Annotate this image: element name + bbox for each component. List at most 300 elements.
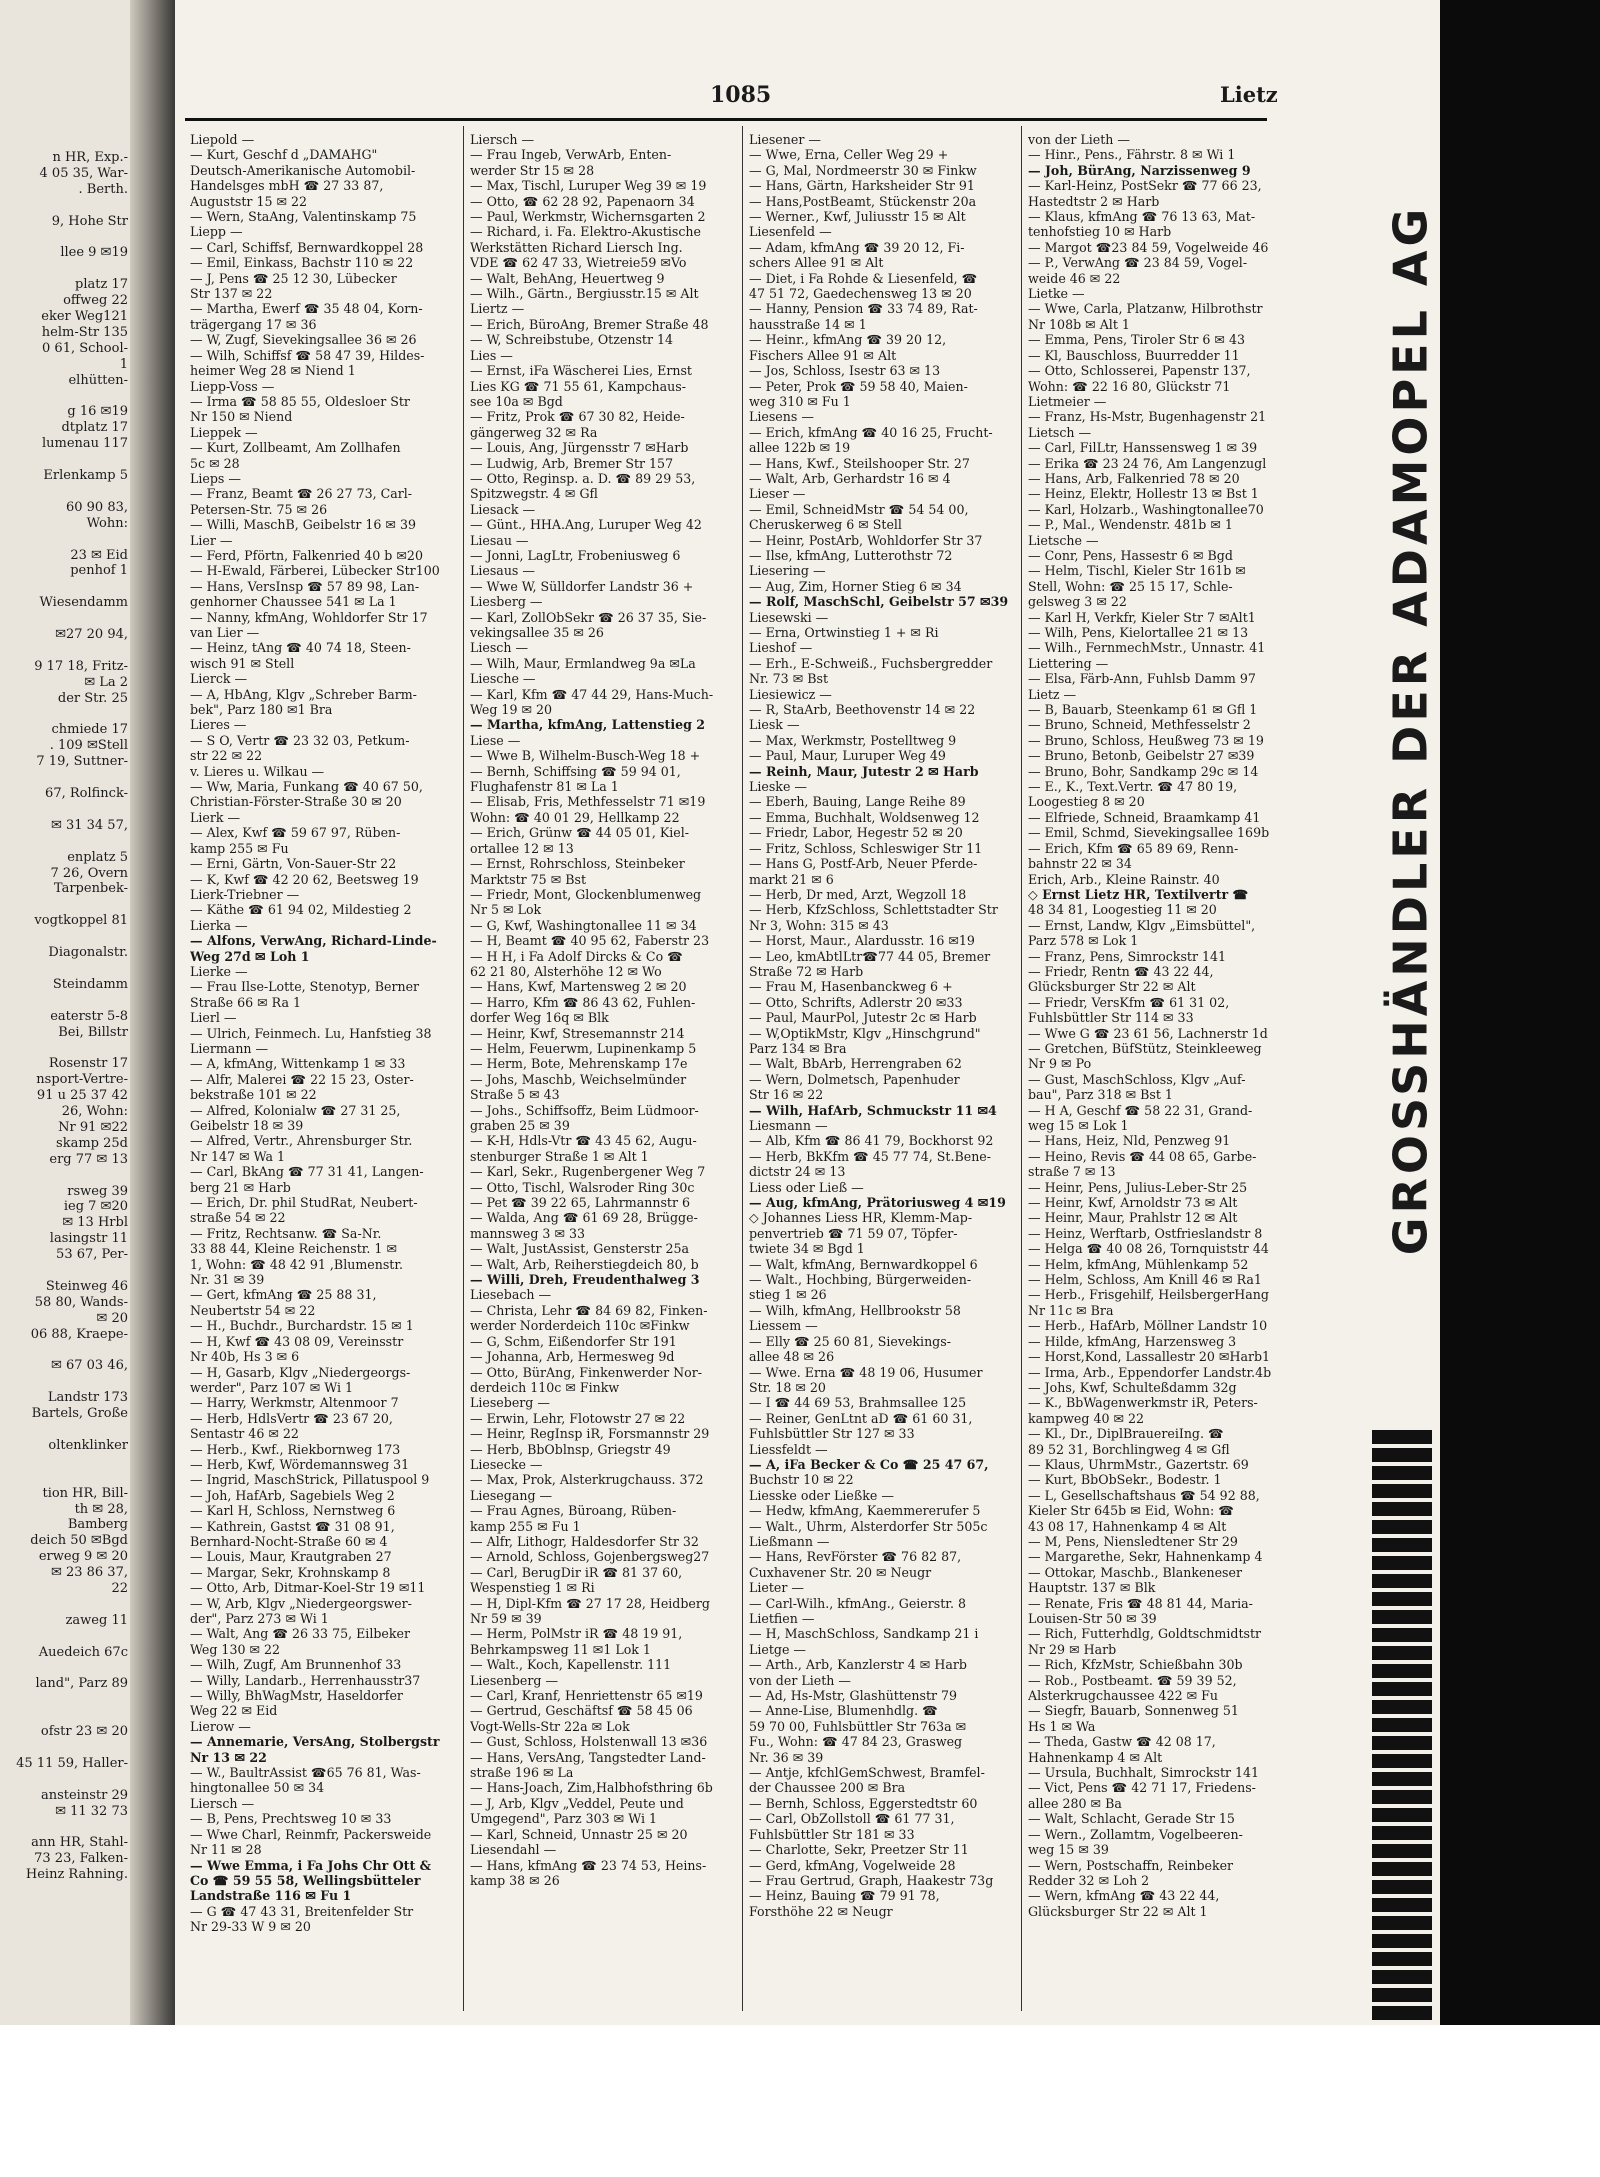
directory-entry: — Karl H, Schloss, Nernstweg 6 (190, 1503, 396, 1519)
directory-column-1 (190, 132, 450, 2012)
surname-heading: Ließmann — (749, 1533, 830, 1549)
surname-heading: Lier — (190, 532, 233, 548)
directory-entry: — Walt., Hochbing, Bürgerweiden- (749, 1272, 972, 1288)
directory-entry: — Heinr, Kwf, Arnoldstr 73 ✉ Alt (1028, 1195, 1238, 1211)
directory-entry: — Hans, Arb, Falkenried 78 ✉ 20 (1028, 470, 1240, 486)
surname-heading: Liepold — (190, 132, 255, 147)
surname-heading: Liesmann — (749, 1118, 828, 1133)
facing-page-line: Steinweg 46 (45, 1278, 128, 1294)
directory-entry: straße 7 ✉ 13 (1028, 1164, 1116, 1180)
directory-entry: — Louis, Maur, Krautgraben 27 (190, 1549, 392, 1565)
directory-entry: — H, Beamt ☎ 40 95 62, Faberstr 23 (470, 933, 710, 949)
directory-entry: weg 310 ✉ Fu 1 (749, 393, 851, 409)
directory-entry: kamp 255 ✉ Fu 1 (470, 1518, 581, 1534)
directory-entry: Wohn: ☎ 40 01 29, Hellkamp 22 (470, 809, 680, 825)
directory-entry: Nr. 36 ✉ 39 (749, 1749, 824, 1765)
directory-entry: — Helm, Schloss, Am Knill 46 ✉ Ra1 (1028, 1272, 1262, 1288)
directory-entry: — Heinr, Kwf, Stresemannstr 214 (470, 1025, 685, 1041)
directory-entry: Christian-Förster-Straße 30 ✉ 20 (190, 794, 402, 810)
facing-page-line: ✉ 23 86 37, (50, 1565, 128, 1581)
directory-entry: — Johs., Schiffsoffz, Beim Lüdmoor- (470, 1102, 699, 1118)
directory-entry: Fischers Allee 91 ✉ Alt (749, 347, 897, 363)
directory-entry: — Joh, BürAng, Narzissenweg 9 (1028, 162, 1251, 178)
directory-entry: schers Allee 91 ✉ Alt (749, 255, 884, 271)
facing-page-line: g 16 ✉19 (67, 404, 128, 420)
directory-entry: — Adam, kfmAng ☎ 39 20 12, Fi- (749, 239, 965, 255)
directory-entry: — Elfriede, Schneid, Braamkamp 41 (1028, 809, 1261, 825)
directory-entry: — Erni, Gärtn, Von-Sauer-Str 22 (190, 856, 397, 872)
directory-entry: Parz 134 ✉ Bra (749, 1040, 847, 1056)
directory-entry: Vogt-Wells-Str 22a ✉ Lok (470, 1718, 630, 1734)
directory-entry: — Wilh., Gärtn., Bergiusstr.15 ✉ Alt (470, 286, 699, 302)
surname-heading: Liessem — (749, 1318, 818, 1334)
directory-entry: — Theda, Gastw ☎ 42 08 17, (1028, 1734, 1216, 1750)
directory-entry: — Otto, Tischl, Walsroder Ring 30c (470, 1179, 695, 1195)
directory-entry: — H, Kwf ☎ 43 08 09, Vereinsstr (190, 1333, 404, 1349)
directory-entry: — Wwe, Carla, Platzanw, Hilbrothstr (1028, 301, 1263, 317)
directory-entry: — P., VerwAng ☎ 23 84 59, Vogel- (1028, 255, 1248, 271)
column-divider (742, 126, 743, 2011)
directory-entry: — W., BaultrAssist ☎65 76 81, Was- (190, 1765, 421, 1781)
directory-entry: — M, Pens, Niensledtener Str 29 (1028, 1533, 1238, 1549)
directory-entry: — Emil, SchneidMstr ☎ 54 54 00, (749, 501, 969, 517)
facing-page-line: offweg 22 (63, 293, 128, 309)
directory-column-3 (749, 132, 1009, 2012)
facing-page-line: 4 05 35, War- (39, 165, 128, 181)
directory-entry: — K., BbWagenwerkmstr iR, Peters- (1028, 1395, 1258, 1411)
directory-entry: — Charlotte, Sekr, Preetzer Str 11 (749, 1842, 969, 1858)
facing-page-line: enplatz 5 (67, 849, 128, 865)
directory-entry: — Friedr, Rentn ☎ 43 22 44, (1028, 963, 1214, 979)
directory-entry: — Walt, JustAssist, Gensterstr 25a (470, 1241, 690, 1257)
facing-page-line: 7 26, Overn (50, 865, 128, 881)
facing-page-line: . 109 ✉Stell (49, 738, 128, 754)
surname-heading: van Lier — (190, 625, 260, 640)
directory-entry: — Friedr, VersKfm ☎ 61 31 02, (1028, 994, 1230, 1010)
facing-page-line: lasingstr 11 (49, 1231, 128, 1247)
directory-entry: — Hinr., Pens., Fährstr. 8 ✉ Wi 1 (1028, 147, 1236, 163)
directory-entry: — B, Bauarb, Steenkamp 61 ✉ Gfl 1 (1028, 702, 1258, 718)
directory-entry: Auguststr 15 ✉ 22 (190, 193, 308, 209)
facing-page-line: ✉ 13 Hrbl (62, 1215, 128, 1231)
directory-entry: — Herm, PolMstr iR ☎ 48 19 91, (470, 1626, 683, 1642)
directory-entry: — Bruno, Schneid, Methfesselstr 2 (1028, 717, 1251, 733)
spine-advert-text: GROSSHÄNDLER DER ADAMOPEL AG (1383, 204, 1437, 1256)
facing-page-line: tion HR, Bill- (42, 1485, 128, 1501)
surname-heading: Lietmeier — (1028, 393, 1107, 409)
directory-entry: — Erna, Ortwinstieg 1 + ✉ Ri (749, 625, 939, 640)
directory-entry: — Alfred, Vertr., Ahrensburger Str. (190, 1133, 413, 1149)
directory-entry: wisch 91 ✉ Stell (190, 655, 295, 671)
directory-entry: — Irma ☎ 58 85 55, Oldesloer Str (190, 393, 410, 409)
surname-heading: Liersch — (470, 132, 535, 147)
directory-entry: Nr 13 ✉ 22 (190, 1749, 267, 1765)
surname-heading: Liesch — (470, 640, 529, 656)
directory-entry: — Arth., Arb, Kanzlerstr 4 ✉ Harb (749, 1657, 967, 1673)
directory-entry: — H, Dipl-Kfm ☎ 27 17 28, Heidberg (470, 1595, 710, 1611)
directory-entry: — B, Pens, Prechtsweg 10 ✉ 33 (190, 1811, 392, 1827)
directory-entry: — Elisab, Fris, Methfesselstr 71 ✉19 (470, 794, 706, 810)
directory-column-2 (470, 132, 730, 2012)
directory-entry: — Ernst, Landw, Klgv „Eimsbüttel", (1028, 917, 1256, 933)
directory-entry: — Frau Ingeb, VerwArb, Enten- (470, 147, 672, 163)
directory-entry: Cuxhavener Str. 20 ✉ Neugr (749, 1564, 932, 1580)
directory-entry: — Leo, kmAbtlLtr☎77 44 05, Bremer (749, 948, 991, 964)
surname-heading: Liesens — (749, 409, 814, 425)
directory-entry: Nr 29-33 W 9 ✉ 20 (190, 1919, 311, 1935)
directory-entry: — Käthe ☎ 61 94 02, Mildestieg 2 (190, 902, 412, 918)
directory-entry: 62 21 80, Alsterhöhe 12 ✉ Wo (470, 963, 662, 979)
directory-entry: Louisen-Str 50 ✉ 39 (1028, 1611, 1157, 1626)
directory-entry: — Herb., Frisgehilf, HeilsbergerHang (1028, 1287, 1269, 1303)
directory-entry: dorfer Weg 16q ✉ Blk (470, 1010, 609, 1026)
directory-entry: — Wwe, Erna, Celler Weg 29 + (749, 147, 949, 163)
directory-entry: — L, Gesellschaftshaus ☎ 54 92 88, (1028, 1487, 1260, 1503)
directory-entry: — Carl, Schiffsf, Bernwardkoppel 28 (190, 239, 424, 255)
facing-page-line: Rosenstr 17 (48, 1056, 128, 1072)
directory-entry: — Peter, Prok ☎ 59 58 40, Maien- (749, 378, 968, 394)
facing-page-line: 53 67, Per- (56, 1247, 128, 1263)
directory-entry: kamp 38 ✉ 26 (470, 1872, 560, 1888)
directory-entry: — Elly ☎ 25 60 81, Sievekings- (749, 1333, 951, 1349)
surname-heading: von der Lieth — (1028, 132, 1130, 147)
directory-entry: — Vict, Pens ☎ 42 71 17, Friedens- (1028, 1780, 1256, 1796)
surname-heading: Liepp-Voss — (190, 378, 275, 394)
directory-entry: str 22 ✉ 22 (190, 748, 263, 764)
directory-entry: Sentastr 46 ✉ 22 (190, 1426, 299, 1442)
directory-entry: — Willi, Dreh, Freudenthalweg 3 (470, 1272, 700, 1288)
surname-heading: Liesau — (470, 532, 529, 548)
facing-page-line: ✉ 67 03 46, (50, 1358, 128, 1374)
directory-entry: Nr 11 ✉ 28 (190, 1842, 262, 1858)
surname-heading: Liesecke — (470, 1456, 543, 1472)
directory-entry: Forsthöhe 22 ✉ Neugr (749, 1903, 893, 1919)
facing-page-line: n HR, Exp.- (52, 150, 128, 165)
directory-entry: — Rob., Postbeamt. ☎ 59 39 52, (1028, 1672, 1237, 1688)
directory-column-4 (1028, 132, 1288, 2012)
surname-heading: Liesegang — (470, 1487, 553, 1503)
directory-entry: — Karl, ZollObSekr ☎ 26 37 35, Sie- (470, 609, 707, 625)
directory-entry: Fuhlsbüttler Str 127 ✉ 33 (749, 1426, 915, 1442)
directory-entry: — Bernh, Schloss, Eggerstedtstr 60 (749, 1795, 978, 1811)
directory-entry: — Carl, FilLtr, Hanssensweg 1 ✉ 39 (1028, 440, 1258, 456)
facing-page-line: 26, Wohn: (61, 1104, 128, 1119)
directory-entry: — Günt., HHA.Ang, Luruper Weg 42 (470, 517, 702, 533)
directory-entry: — Hans, Heiz, Nld, Penzweg 91 (1028, 1133, 1231, 1149)
directory-entry: Glücksburger Str 22 ✉ Alt (1028, 979, 1196, 995)
directory-entry: — Walt, BbArb, Herrengraben 62 (749, 1056, 962, 1072)
directory-entry: weg 15 ✉ Lok 1 (1028, 1118, 1129, 1133)
directory-entry: — Antje, kfchlGemSchwest, Bramfel- (749, 1765, 985, 1781)
directory-entry: 59 70 00, Fuhlsbüttler Str 763a ✉ (749, 1718, 967, 1734)
directory-entry: — Martha, Ewerf ☎ 35 48 04, Korn- (190, 301, 423, 317)
directory-entry: Weg 130 ✉ 22 (190, 1641, 281, 1657)
surname-heading: Lieske — (749, 779, 807, 795)
facing-page-line: ✉ 11 32 73 (55, 1803, 128, 1819)
directory-entry: — Ursula, Buchhalt, Simrockstr 141 (1028, 1765, 1260, 1781)
directory-entry: Fuhlsbüttler Str 114 ✉ 33 (1028, 1010, 1194, 1026)
directory-entry: allee 48 ✉ 26 (749, 1349, 835, 1365)
directory-entry: — I ☎ 44 69 53, Brahmsallee 125 (749, 1395, 967, 1411)
directory-entry: — Wern., Zollamtm, Vogelbeeren- (1028, 1826, 1243, 1842)
surname-heading: v. Lieres u. Wilkau — (190, 763, 325, 779)
facing-page-line: eker Weg121 (41, 309, 128, 324)
directory-entry: — Ulrich, Feinmech. Lu, Hanfstieg 38 (190, 1025, 432, 1041)
facing-page-line: ✉ 31 34 57, (50, 817, 128, 833)
surname-heading: Liettering — (1028, 655, 1109, 671)
directory-entry: — Walt, Schlacht, Gerade Str 15 (1028, 1811, 1235, 1827)
directory-entry: — Johs, Maschb, Weichselmünder (470, 1071, 687, 1087)
directory-entry: — Nanny, kfmAng, Wohldorfer Str 17 (190, 609, 428, 625)
directory-entry: — Erich, BüroAng, Bremer Straße 48 (470, 316, 709, 332)
directory-entry: — Aug, Zim, Horner Stieg 6 ✉ 34 (749, 578, 962, 594)
facing-page-line: ofstr 23 ✉ 20 (40, 1724, 128, 1740)
directory-entry: — Paul, MaurPol, Jutestr 2c ✉ Harb (749, 1010, 977, 1026)
facing-page-line: platz 17 (75, 277, 128, 293)
directory-entry: gelsweg 3 ✉ 22 (1028, 594, 1127, 610)
directory-entry: — Wilh, HafArb, Schmuckstr 11 ✉4 (749, 1102, 997, 1118)
directory-entry: — Wilh., FernmechMstr., Unnastr. 41 (1028, 640, 1266, 656)
directory-entry: — Herb, Kwf, Wördemannsweg 31 (190, 1456, 410, 1472)
directory-entry: kampweg 40 ✉ 22 (1028, 1410, 1145, 1426)
surname-heading: Liess oder Ließ — (749, 1179, 864, 1195)
column-divider (1021, 126, 1022, 2011)
directory-entry: — Hans, Kwf, Martensweg 2 ✉ 20 (470, 979, 687, 995)
surname-heading: Lierk — (190, 809, 241, 825)
facing-page-line: 67, Rolfinck- (45, 786, 128, 801)
directory-entry: — Reiner, GenLtnt aD ☎ 61 60 31, (749, 1410, 973, 1426)
facing-page-line: Erlenkamp 5 (43, 468, 128, 483)
directory-entry: — Carl-Wilh., kfmAng., Geierstr. 8 (749, 1595, 966, 1611)
directory-entry: Straße 5 ✉ 43 (470, 1087, 560, 1103)
directory-entry: — Gretchen, BüfStütz, Steinkleeweg (1028, 1040, 1262, 1056)
directory-entry: Stell, Wohn: ☎ 25 15 17, Schle- (1028, 578, 1233, 594)
directory-entry: hausstraße 14 ✉ 1 (749, 316, 867, 332)
directory-entry: — Hans, kfmAng ☎ 23 74 53, Heins- (470, 1857, 707, 1873)
directory-entry: — W,OptikMstr, Klgv „Hinschgrund" (749, 1025, 981, 1041)
directory-entry: — Emil, Einkass, Bachstr 110 ✉ 22 (190, 255, 414, 271)
directory-entry: — Wilh, Maur, Ermlandweg 9a ✉La (470, 655, 696, 671)
directory-entry: — Willy, Landarb., Herrenhausstr37 (190, 1672, 421, 1688)
facing-page-strip (0, 0, 150, 2025)
page-number: 1085 (710, 82, 772, 108)
directory-entry: Fu., Wohn: ☎ 47 84 23, Grasweg (749, 1734, 963, 1750)
directory-entry: — W, Arb, Klgv „Niedergeorgswer- (190, 1595, 412, 1611)
directory-entry: — Renate, Fris ☎ 48 81 44, Maria- (1028, 1595, 1253, 1611)
facing-page-line: 9, Hohe Str (51, 213, 128, 229)
directory-entry: — Heino, Revis ☎ 44 08 65, Garbe- (1028, 1148, 1257, 1164)
directory-entry: — Franz, Pens, Simrockstr 141 (1028, 948, 1227, 964)
facing-page-line: skamp 25d (56, 1135, 128, 1151)
directory-entry: straße 54 ✉ 22 (190, 1210, 286, 1226)
facing-page-line: 1 (119, 356, 128, 372)
directory-entry: — Arnold, Schloss, Gojenbergsweg27 (470, 1549, 710, 1565)
facing-page-line: 22 (111, 1581, 128, 1596)
directory-entry: — Bruno, Bohr, Sandkamp 29c ✉ 14 (1028, 763, 1259, 779)
directory-entry: — Frau Gertrud, Graph, Haakestr 73g (749, 1872, 994, 1888)
directory-entry: — Wern, kfmAng ☎ 43 22 44, (1028, 1888, 1220, 1904)
facing-page-line: 45 11 59, Haller- (16, 1755, 128, 1771)
directory-entry: — Kurt, Zollbeamt, Am Zollhafen (190, 440, 401, 456)
directory-entry: — Erich, Kfm ☎ 65 89 69, Renn- (1028, 840, 1239, 856)
directory-entry: Hauptstr. 137 ✉ Blk (1028, 1580, 1156, 1596)
surname-heading: Liesendahl — (470, 1842, 557, 1858)
facing-page-line: vogtkoppel 81 (34, 913, 128, 929)
directory-entry: straße 196 ✉ La (470, 1765, 574, 1781)
directory-entry: 1, Wohn: ☎ 48 42 91 ,Blumenstr. (190, 1256, 403, 1272)
directory-entry: — Heinz, tAng ☎ 40 74 18, Steen- (190, 640, 411, 656)
directory-entry: Neubertstr 54 ✉ 22 (190, 1302, 316, 1318)
directory-entry: bek", Parz 180 ✉1 Bra (190, 702, 333, 718)
directory-entry: — Heinr, Pens, Julius-Leber-Str 25 (1028, 1179, 1248, 1195)
surname-heading: Lietke — (1028, 286, 1085, 302)
directory-entry: — Wilh, kfmAng, Hellbrookstr 58 (749, 1302, 961, 1318)
surname-heading: Lierck — (190, 671, 248, 687)
directory-entry: — Reinh, Maur, Jutestr 2 ✉ Harb (749, 763, 979, 779)
directory-entry: — Erich, Grünw ☎ 44 05 01, Kiel- (470, 825, 690, 841)
directory-entry: 33 88 44, Kleine Reichenstr. 1 ✉ (190, 1241, 397, 1257)
directory-entry: — Carl, Kranf, Henriettenstr 65 ✉19 (470, 1688, 703, 1704)
directory-entry: — A, HbAng, Klgv „Schreber Barm- (190, 686, 417, 702)
directory-entry: — Heinz, Bauing ☎ 79 91 78, (749, 1888, 940, 1904)
directory-entry: — Paul, Werkmstr, Wichernsgarten 2 (470, 209, 706, 225)
directory-entry: — Ingrid, MaschStrick, Pillatuspool 9 (190, 1472, 430, 1488)
directory-entry: Nr 150 ✉ Niend (190, 409, 293, 425)
directory-entry: — Wwe G ☎ 23 61 56, Lachnerstr 1d (1028, 1025, 1268, 1041)
directory-entry: bahnstr 22 ✉ 34 (1028, 856, 1132, 872)
directory-entry: heimer Weg 28 ✉ Niend 1 (190, 363, 356, 379)
directory-entry: — Hans, VersAng, Tangstedter Land- (470, 1749, 706, 1765)
facing-page-line: Bartels, Große (31, 1406, 128, 1422)
facing-page-line: lumenau 117 (42, 436, 128, 452)
directory-entry: — Klaus, kfmAng ☎ 76 13 63, Mat- (1028, 209, 1256, 225)
directory-entry: Umgegend", Parz 303 ✉ Wi 1 (470, 1811, 657, 1827)
directory-entry: — A, kfmAng, Wittenkamp 1 ✉ 33 (190, 1056, 406, 1072)
directory-entry: — Herb., HafArb, Möllner Landstr 10 (1028, 1318, 1268, 1334)
directory-entry: — Louis, Ang, Jürgensstr 7 ✉Harb (470, 440, 689, 456)
directory-entry: — Margot ☎23 84 59, Vogelweide 46 (1028, 239, 1269, 255)
directory-entry: Alsterkrugchaussee 422 ✉ Fu (1028, 1688, 1219, 1704)
directory-entry: gängerweg 32 ✉ Ra (470, 424, 598, 440)
surname-heading: Lieps — (190, 470, 241, 486)
directory-entry: — W, Schreibstube, Otzenstr 14 (470, 332, 674, 348)
facing-page-line: . Berth. (78, 181, 128, 197)
surname-heading: Liese — (470, 732, 521, 748)
directory-entry: bekstraße 101 ✉ 22 (190, 1087, 317, 1103)
surname-heading: Liesche — (470, 671, 536, 687)
directory-entry: Spitzwegstr. 4 ✉ Gfl (470, 486, 598, 502)
directory-entry: — Frau Ilse-Lotte, Stenotyp, Berner (190, 979, 420, 995)
directory-entry: — Otto, Reginsp. a. D. ☎ 89 29 53, (470, 470, 696, 486)
directory-entry: — Bruno, Schloss, Heußweg 73 ✉ 19 (1028, 732, 1264, 748)
directory-entry: — Fritz, Rechtsanw. ☎ Sa-Nr. (190, 1225, 382, 1241)
facing-page-line: nsport-Vertre- (36, 1072, 128, 1088)
directory-entry: — Ad, Hs-Mstr, Glashüttenstr 79 (749, 1688, 958, 1704)
directory-entry: Redder 32 ✉ Loh 2 (1028, 1872, 1150, 1888)
surname-heading: Lietz — (1028, 686, 1077, 702)
directory-entry: — Ferd, Pförtn, Falkenried 40 b ✉20 (190, 547, 423, 563)
spine-advert-blocks (1372, 1430, 1432, 2020)
surname-heading: Liesack — (470, 501, 536, 517)
directory-entry: Petersen-Str. 75 ✉ 26 (190, 501, 328, 517)
directory-entry: 47 51 72, Gaedechensweg 13 ✉ 20 (749, 286, 972, 302)
facing-page-line: chmiede 17 (51, 722, 128, 738)
directory-entry: Co ☎ 59 55 58, Wellingsbütteler (190, 1872, 421, 1888)
directory-entry: — Kurt, Geschf d „DAMAHG" (190, 147, 378, 163)
directory-entry: Fuhlsbüttler Str 181 ✉ 33 (749, 1826, 915, 1842)
facing-page-line: erweg 9 ✉ 20 (38, 1549, 128, 1565)
directory-entry: — S O, Vertr ☎ 23 32 03, Petkum- (190, 732, 410, 748)
directory-entry: Werkstätten Richard Liersch Ing. (470, 239, 683, 255)
directory-entry: Str 137 ✉ 22 (190, 286, 273, 302)
header-rule (185, 118, 1267, 121)
directory-entry: Deutsch-Amerikanische Automobil- (190, 162, 416, 178)
directory-entry: tenhofstieg 10 ✉ Harb (1028, 224, 1172, 240)
directory-entry: — G, Kwf, Washingtonallee 11 ✉ 34 (470, 917, 697, 933)
directory-entry: — H A, Geschf ☎ 58 22 31, Grand- (1028, 1102, 1253, 1118)
directory-entry: — Rolf, MaschSchl, Geibelstr 57 ✉39 (749, 594, 1009, 610)
directory-entry: weide 46 ✉ 22 (1028, 270, 1121, 286)
directory-entry: — Wwe B, Wilhelm-Busch-Weg 18 + (470, 748, 701, 764)
surname-heading: Lieshof — (749, 640, 813, 656)
facing-page-line: helm-Str 135 (41, 324, 128, 340)
directory-entry: — Kl, Bauschloss, Buurredder 11 (1028, 347, 1240, 363)
directory-entry: — Margarethe, Sekr, Hahnenkamp 4 (1028, 1549, 1263, 1565)
directory-entry: Lies KG ☎ 71 55 61, Kampchaus- (470, 378, 686, 394)
directory-entry: — Margar, Sekr, Krohnskamp 8 (190, 1564, 391, 1580)
directory-entry: — Heinr, RegInsp iR, Forsmannstr 29 (470, 1426, 710, 1442)
surname-heading: Lierk-Triebner — (190, 886, 300, 902)
directory-entry: — Wilh, Pens, Kielortallee 21 ✉ 13 (1028, 625, 1249, 640)
directory-entry: allee 280 ✉ Ba (1028, 1795, 1122, 1811)
facing-page-line: deich 50 ✉Bgd (30, 1533, 128, 1549)
directory-entry: — Heinr, Maur, Prahlstr 12 ✉ Alt (1028, 1210, 1238, 1226)
surname-heading: Lies — (470, 347, 513, 363)
directory-entry: — Carl, ObZollstoll ☎ 61 77 31, (749, 1811, 955, 1827)
surname-heading: Lietsch — (1028, 424, 1092, 440)
directory-entry: — Erwin, Lehr, Flotowstr 27 ✉ 22 (470, 1410, 686, 1426)
directory-entry: — Helm, Tischl, Kieler Str 161b ✉ (1028, 563, 1246, 579)
facing-page-line: 73 23, Falken- (34, 1851, 128, 1867)
directory-entry: Weg 22 ✉ Eid (190, 1703, 278, 1719)
directory-entry: — K-H, Hdls-Vtr ☎ 43 45 62, Augu- (470, 1133, 697, 1149)
facing-page-line: Wohn: (86, 515, 128, 531)
directory-entry: — Herb, BbOblnsp, Griegstr 49 (470, 1441, 671, 1457)
surname-heading: Liesske oder Ließke — (749, 1487, 894, 1503)
directory-entry: allee 122b ✉ 19 (749, 440, 851, 456)
directory-entry: — Richard, i. Fa. Elektro-Akustische (470, 224, 701, 240)
directory-entry: ortallee 12 ✉ 13 (470, 840, 574, 856)
directory-entry: — Otto, BürAng, Finkenwerder Nor- (470, 1364, 703, 1380)
directory-entry: — Bruno, Betonb, Geibelstr 27 ✉39 (1028, 748, 1255, 764)
directory-entry: see 10a ✉ Bgd (470, 393, 563, 409)
directory-entry: twiete 34 ✉ Bgd 1 (749, 1241, 865, 1257)
directory-entry: — Heinz, Elektr, Hollestr 13 ✉ Bst 1 (1028, 486, 1259, 502)
directory-entry: — Friedr, Mont, Glockenblumenweg (470, 886, 702, 902)
directory-entry: — Heinr, PostArb, Wohldorfer Str 37 (749, 532, 983, 548)
directory-entry: — Karl-Heinz, PostSekr ☎ 77 66 23, (1028, 178, 1262, 194)
directory-entry: Nr 11c ✉ Bra (1028, 1302, 1114, 1318)
directory-entry: Erich, Arb., Kleine Rainstr. 40 (1028, 871, 1220, 887)
directory-entry: — Hans, VersInsp ☎ 57 89 98, Lan- (190, 578, 420, 594)
directory-entry: Str. 18 ✉ 20 (749, 1379, 826, 1395)
directory-entry: Cheruskerweg 6 ✉ Stell (749, 517, 902, 533)
directory-entry: — Helm, kfmAng, Mühlenkamp 52 (1028, 1256, 1249, 1272)
column-divider (463, 126, 464, 2011)
directory-entry: — H, MaschSchloss, Sandkamp 21 i (749, 1626, 979, 1642)
facing-page-line: Wiesendamm (39, 595, 128, 611)
directory-entry: Nr 40b, Hs 3 ✉ 6 (190, 1349, 300, 1365)
